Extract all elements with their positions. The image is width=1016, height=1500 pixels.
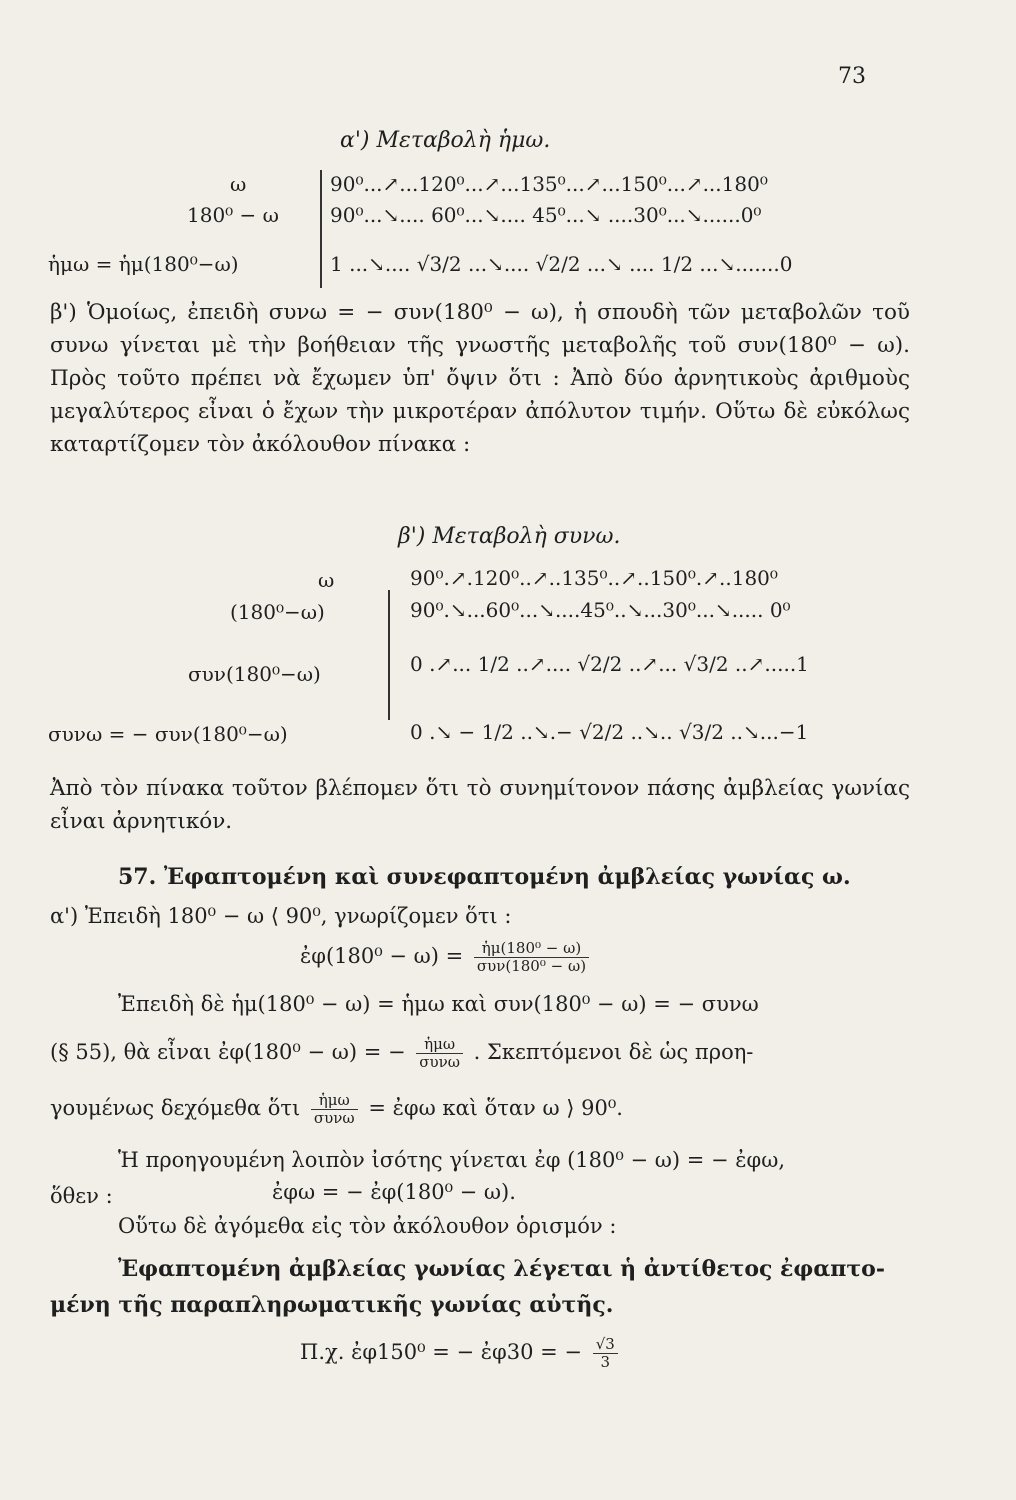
table-a-label-sine: ἡμω = ἡμ(180⁰−ω) <box>48 252 239 276</box>
line-gou <box>50 1092 623 1127</box>
table-b-label-omega: ω <box>318 568 335 592</box>
example-denominator: 3 <box>600 1353 611 1371</box>
line-since: Ἐπειδὴ δὲ ἡμ(180⁰ − ω) = ἡμω καὶ συν(180⁰ − ω) = − συνω <box>118 992 759 1016</box>
table-b-row-cos-supplement: 0 .↗... 1/2 ..↗.... √2/2 ..↗... √3/2 ..↗.....1 <box>410 652 809 676</box>
formula1-fraction <box>474 940 589 975</box>
table-a-title: α') Μεταβολὴ ἡμω. <box>340 128 551 153</box>
example-fraction <box>593 1336 618 1371</box>
table-b-label-supplement: (180⁰−ω) <box>230 600 325 624</box>
example-pre: Π.χ. ἐφ150⁰ = − ἐφ30 = − <box>300 1340 582 1364</box>
line55-fraction <box>416 1036 463 1071</box>
formula1-numerator: ἡμ(180⁰ − ω) <box>474 940 589 958</box>
line-definition-intro: Οὕτω δὲ ἀγόμεθα εἰς τὸν ἀκόλουθον ὁρισμόν : <box>118 1214 617 1238</box>
table-a-label-omega: ω <box>230 172 247 196</box>
table-a-label-supplement: 180⁰ − ω <box>187 203 279 227</box>
line55-pre: (§ 55), θὰ εἶναι ἐφ(180⁰ − ω) = − <box>50 1040 406 1064</box>
table-b-title: β') Μεταβολὴ συνω. <box>398 524 621 549</box>
linegou-pre: γουμένως δεχόμεθα ὅτι <box>50 1096 301 1120</box>
line55-denominator: συνω <box>419 1053 460 1071</box>
paragraph-beta: β') Ὁμοίως, ἐπειδὴ συνω = − συν(180⁰ − ω), ἡ σπουδὴ τῶν μεταβολῶν τοῦ συνω γίνεται μὲ τὴν βοήθειαν τῆς γνωστῆς μεταβολῆς τοῦ συν(180⁰ − ω). Πρὸς τοῦτο πρέπει νὰ ἔχωμεν ὑπ' ὄψιν ὅτι : Ἀπὸ δύο ἀρνητικοὺς ἀριθμοὺς μεγαλύτερος εἶναι ὁ ἔχων τὴν μικροτέραν ἀπόλυτον τιμήν. Οὕτω δὲ εὐκόλως καταρτίζομεν τὸν ἀκόλουθον πίνακα : <box>50 300 910 457</box>
definition-line-2: μένη τῆς παραπληρωματικῆς γωνίας αὐτῆς. <box>50 1292 614 1318</box>
linegou-numerator: ἡμω <box>311 1092 358 1110</box>
table-b-row-cos: 0 .↘ − 1/2 ..↘.− √2/2 ..↘.. √3/2 ..↘...−1 <box>410 720 809 744</box>
table-a-divider <box>320 170 322 288</box>
formula1-left: ἐφ(180⁰ − ω) = <box>300 944 464 968</box>
table-b-label-cos-supplement: συν(180⁰−ω) <box>188 662 321 686</box>
line-hence: ὅθεν : <box>50 1184 113 1208</box>
conclusion-paragraph: Ἀπὸ τὸν πίνακα τοῦτον βλέπομεν ὅτι τὸ συνημίτονον πάσης ἀμβλείας γωνίας εἶναι ἀρνητικόν. <box>50 776 910 834</box>
line-equality: Ἡ προηγουμένη λοιπὸν ἰσότης γίνεται ἐφ (180⁰ − ω) = − ἐφω, <box>118 1148 786 1172</box>
table-b-divider <box>388 590 390 720</box>
linegou-fraction <box>311 1092 358 1127</box>
line55-numerator: ἡμω <box>416 1036 463 1054</box>
line-section55 <box>50 1036 753 1071</box>
formula-tangent-identity: ἐφω = − ἐφ(180⁰ − ω). <box>272 1180 516 1204</box>
section-heading: 57. Ἐφαπτομένη καὶ συνεφαπτομένη ἀμβλείας γωνίας ω. <box>118 864 851 890</box>
table-b-row-omega: 90⁰.↗.120⁰..↗..135⁰..↗..150⁰.↗..180⁰ <box>410 566 778 590</box>
table-b-label-cos: συνω = − συν(180⁰−ω) <box>48 722 288 746</box>
table-a-row-supplement: 90⁰...↘.... 60⁰...↘.... 45⁰...↘ ....30⁰...↘......0⁰ <box>330 203 762 227</box>
example-numerator: √3 <box>593 1336 618 1354</box>
table-a-row-sine: 1 ...↘.... √3/2 ...↘.... √2/2 ...↘ .... 1/2 ...↘.......0 <box>330 252 793 276</box>
table-a-row-omega: 90⁰...↗...120⁰...↗...135⁰...↗...150⁰...↗...180⁰ <box>330 172 768 196</box>
page-number: 73 <box>838 64 866 89</box>
table-b-row-supplement: 90⁰.↘...60⁰...↘....45⁰..↘...30⁰...↘..... 0⁰ <box>410 598 791 622</box>
definition-line-1: Ἐφαπτομένη ἀμβλείας γωνίας λέγεται ἡ ἀντίθετος ἐφαπτο- <box>118 1256 885 1282</box>
linegou-post: = ἐφω καὶ ὅταν ω ⟩ 90⁰. <box>368 1096 623 1120</box>
linegou-denominator: συνω <box>313 1109 355 1127</box>
example-line <box>300 1336 622 1371</box>
line55-post: . Σκεπτόμενοι δὲ ὡς προη- <box>473 1040 754 1064</box>
formula1-denominator: συν(180⁰ − ω) <box>476 957 587 975</box>
formula-tangent-supplement <box>300 940 593 975</box>
line-alpha: α') Ἐπειδὴ 180⁰ − ω ⟨ 90⁰, γνωρίζομεν ὅτι : <box>50 904 512 928</box>
